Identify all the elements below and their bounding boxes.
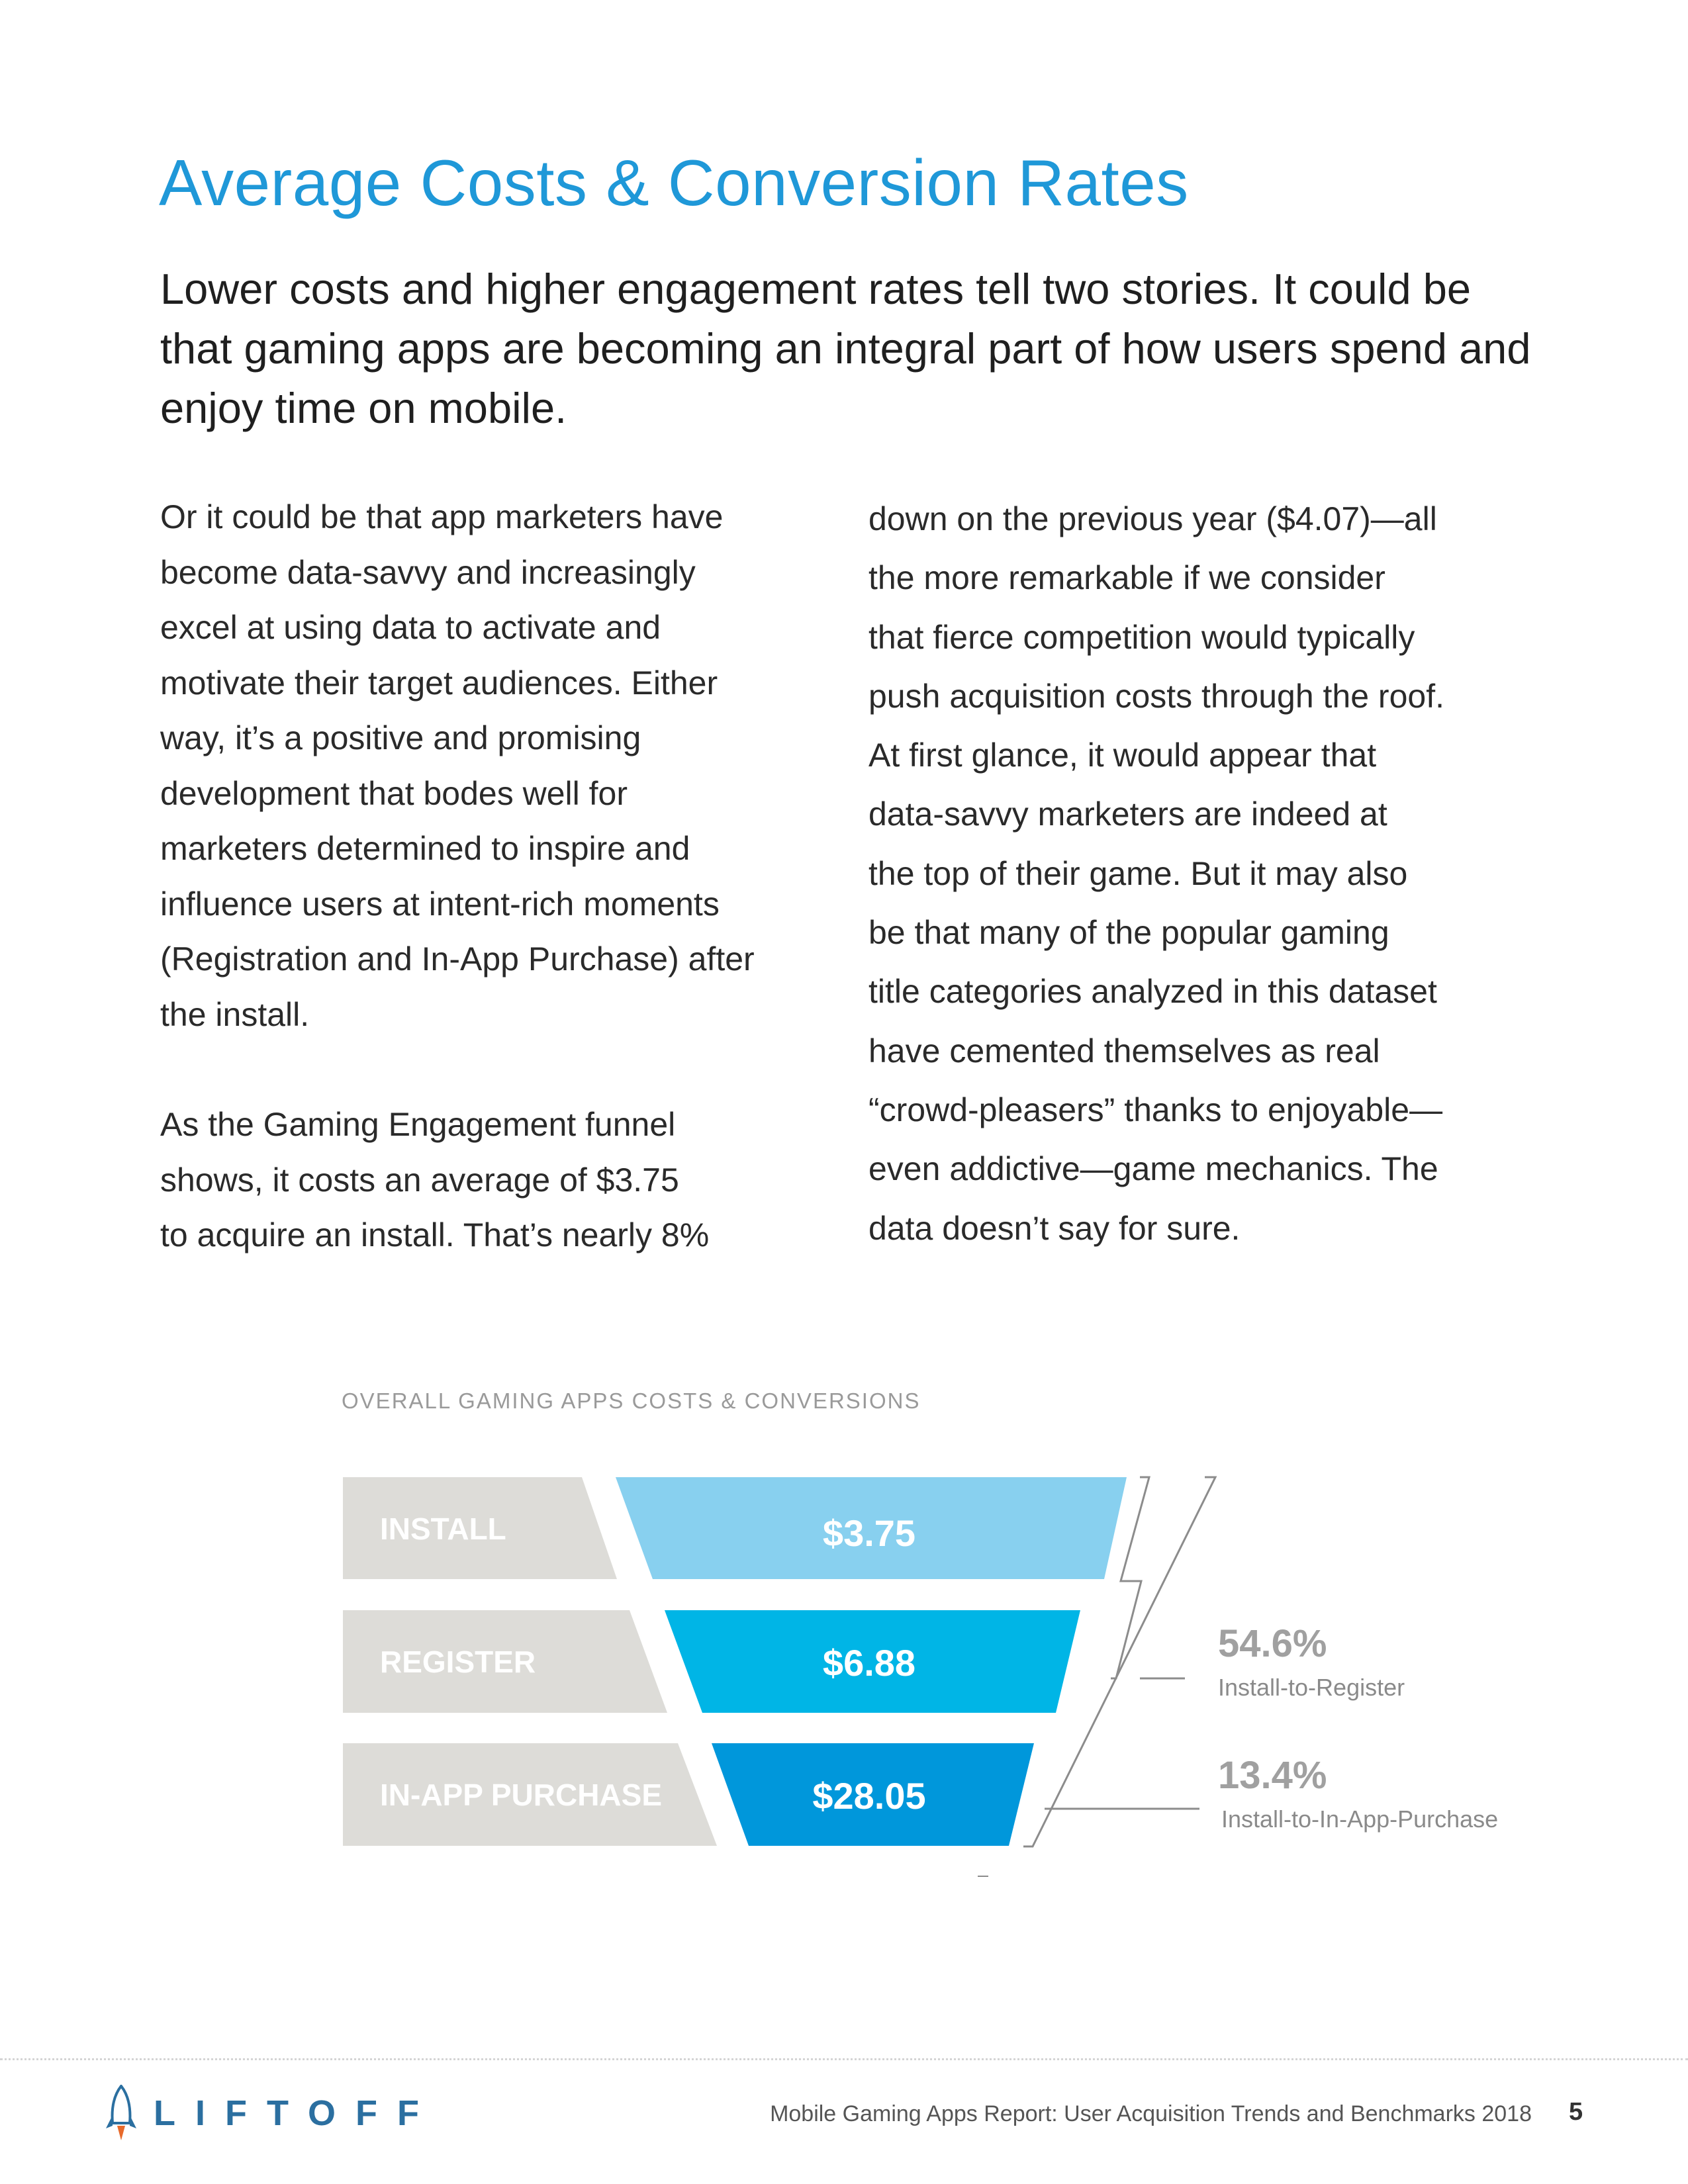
- body-paragraph: As the Gaming Engagement funnel shows, it costs an average of $3.75 to acquire an install. That’s nearly 8%: [160, 1106, 710, 1253]
- conversion-label-register: Install-to-Register: [1218, 1674, 1405, 1701]
- funnel-label-register: REGISTER: [380, 1645, 536, 1679]
- brand-name: LIFTOFF: [154, 2093, 439, 2133]
- conversion-rate-register: 54.6%: [1218, 1622, 1327, 1665]
- funnel-label-purchase: IN-APP PURCHASE: [380, 1778, 662, 1812]
- page-title: Average Costs & Conversion Rates: [159, 146, 1189, 219]
- funnel-value-register: $6.88: [822, 1642, 916, 1684]
- funnel-value-purchase: $28.05: [812, 1775, 926, 1817]
- conversion-label-purchase: Install-to-In-App-Purchase: [1221, 1805, 1499, 1833]
- funnel-value-install: $3.75: [822, 1512, 916, 1554]
- funnel-caption: OVERALL GAMING APPS COSTS & CONVERSIONS: [342, 1388, 921, 1413]
- footer-divider: [0, 2058, 1688, 2060]
- liftoff-logo: [98, 2085, 469, 2144]
- funnel-label-install: INSTALL: [380, 1512, 506, 1546]
- body-paragraph: Or it could be that app marketers have become data-savvy and increasingly excel at using data to activate and motivate their target audiences. Either way, it’s a positive and promising development that bodes well for marketers determined to inspire and influence users at intent-rich moments (Registration and In-App Purchase) after the install.: [160, 498, 755, 1033]
- conversion-rate-purchase: 13.4%: [1218, 1754, 1327, 1797]
- body-paragraph: down on the previous year ($4.07)—all the more remarkable if we consider that fierce competition would typically push acquisition costs through the roof. At first glance, it would appear that data-savvy marketers are indeed at the top of their game. But it may also be that many of the popular gaming title categories analyzed in this dataset have cemented themselves as real “crowd-pleasers” thanks to enjoyable— even addictive—game mechanics. The data doesn’t say for sure.: [868, 500, 1444, 1247]
- rocket-icon: [98, 2085, 144, 2144]
- lead-paragraph: Lower costs and higher engagement rates tell two stories. It could be that gaming apps are becoming an integral part of how users spend and enjoy time on mobile.: [160, 265, 1531, 432]
- page-number: 5: [1569, 2098, 1583, 2126]
- report-title: Mobile Gaming Apps Report: User Acquisition Trends and Benchmarks 2018: [770, 2101, 1532, 2126]
